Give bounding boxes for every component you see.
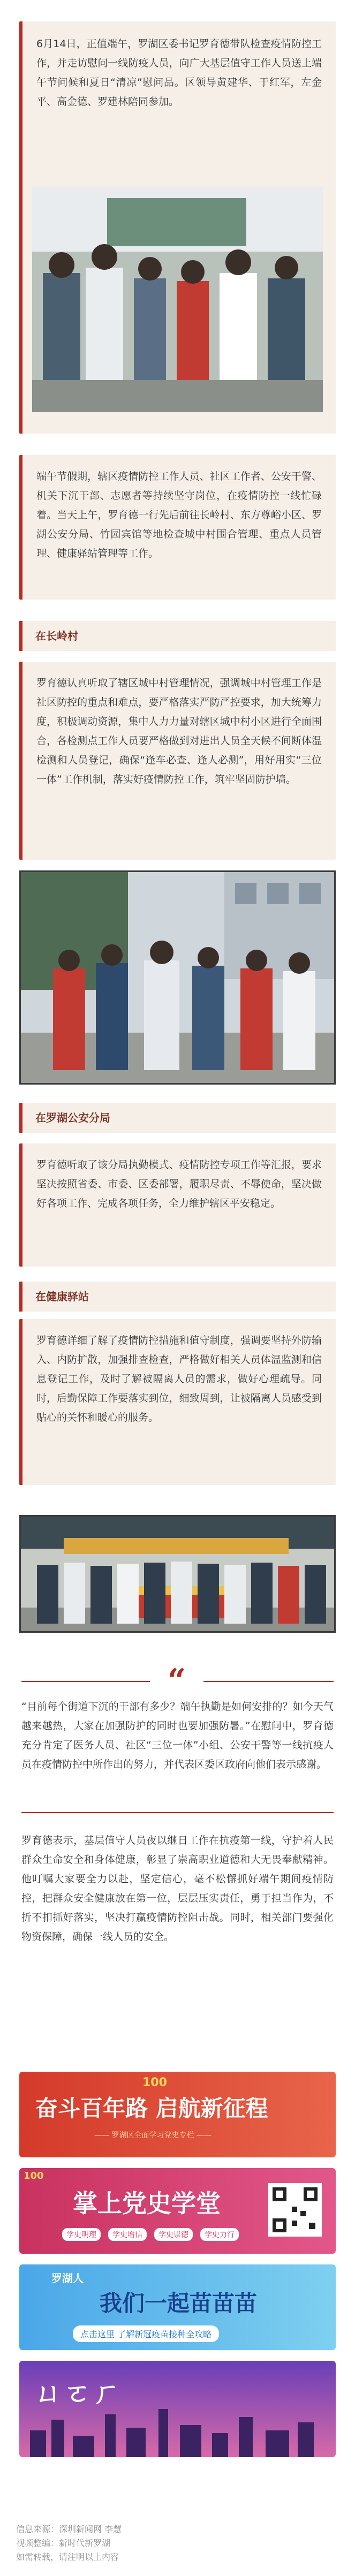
banner-1-subtitle: —— 罗湖区全面学习党史专栏 —— <box>94 2131 212 2140</box>
banner-vaccine[interactable] <box>19 2264 336 2350</box>
section-card-changling <box>19 662 336 860</box>
photo-inspection-group <box>32 187 323 412</box>
section-text-changling: 罗育德认真听取了辖区城中村管理情况，强调城中村管理工作是社区防控的重点和难点，要严格落实严防严控要求，加大统筹力度，积极调动资源，集中人力力量对辖区城中村小区进行全面围合，各检测点工作人员要严格做到对进出人员全天候不间断体温检测和人员登记，确保“逢车必查、逢人必测”，用好用实“三位一体”工作机制，落实好疫情防控工作，筑牢坚固防护墙。 <box>36 677 322 785</box>
banner-1-title: 奋斗百年路 启航新征程 <box>35 2095 268 2122</box>
banner-party-history[interactable] <box>19 2072 336 2157</box>
section-title-police: 在罗湖公安分局 <box>19 1103 336 1133</box>
intro-text: 6月14日，正值端午，罗湖区委书记罗育德带队检查疫情防控工作，并走访慰问一线防疫人员，向广大基层值守工作人员送上端午节问候和夏日“清凉”慰问品。区领导黄建华、于红军，左金平、高金德、罗建林陪同参加。 <box>36 38 322 108</box>
quote-text: “目前每个街道下沉的干部有多少？端午执勤是如何安排的？如今天气越来越热，大家在加强防护的同时也要加强防暑。”在慰问中，罗育德充分肯定了医务人员、社区“三位一体”小组、公安干警等一线抗疫人员在疫情防控中所作出的努力，并代表区委区政府向他们表示感谢。 <box>21 1701 334 1770</box>
banner-3-title: 我们一起苗苗苗 <box>100 2290 258 2316</box>
skyline-graphic <box>19 2409 336 2457</box>
quote-mark-icon: “ <box>167 1662 186 1700</box>
banner-3-cta: 点击这里 了解新冠疫苗接种全攻略 <box>73 2325 219 2342</box>
quote-divider-left <box>21 1681 150 1682</box>
banner-2-title: 掌上党史学堂 <box>73 2189 221 2218</box>
banner-2-badge: 100 <box>24 2170 44 2181</box>
closing-paragraph: 罗育德表示，基层值守人员夜以继日工作在抗疫第一线，守护着人民群众生命安全和身体健康，彰显了崇高职业道德和大无畏奉献精神。他叮嘱大家要全力以赴，坚定信心，毫不松懈抓好端午期间疫情防控，把群众安全健康放在第一位，层层压实责任，勇于担当作为，不折不扣抓好落实，坚决打赢疫情防控阻击战。同时，相关部门要强化物资保障，确保一线人员的安全。 <box>21 1835 334 1943</box>
footer-source: 信息来源：深圳新闻网 李慧 <box>16 2524 122 2534</box>
footer-editor: 视频整编：新时代新罗湖 <box>16 2538 111 2548</box>
qr-code-icon <box>268 2183 322 2237</box>
banner-1-badge: 100 <box>142 2076 167 2089</box>
section-text-police: 罗育德听取了该分局执勤模式、疫情防控专项工作等汇报，要求坚决按照省委、市委、区委部署，履职尽责、不辱使命，坚决做好各项工作、完成各项任务，全力维护辖区平安稳定。 <box>36 1159 322 1209</box>
photo-station-group <box>19 1515 336 1633</box>
banner-history-class[interactable] <box>19 2168 336 2254</box>
section-text-station: 罗育德详细了解了疫情防控措施和值守制度，强调要坚持外防输入、内防扩散，加强排查检查，严格做好相关人员体温监测和信息登记工作，及时了解被隔离人员的需求，做好心理疏导。同时，后勤保障工作要落实到位，细致周到，让被隔离人员感受到贴心的关怀和暖心的服务。 <box>36 1335 322 1423</box>
paragraph-2-text: 端午节假期，辖区疫情防控工作人员、社区工作者、公安干警、机关下沉干部、志愿者等持续坚守岗位，在疫情防控一线忙碌着。当天上午，罗育德一行先后前往长岭村、东方尊峪小区、罗湖公安分局、竹园宾馆等地检查城中村围合管理、重点人员管理、健康驿站管理等工作。 <box>36 471 322 559</box>
section-card-police <box>19 1143 336 1267</box>
chip: 学史明理 <box>62 2228 101 2241</box>
quote-divider-bottom <box>21 1812 334 1813</box>
section-card-station <box>19 1319 336 1485</box>
banner-city-skyline[interactable] <box>19 2361 336 2457</box>
chip: 学史力行 <box>200 2228 239 2241</box>
banner-4-title: ㄩㄛㄏ <box>35 2377 122 2408</box>
chip: 学史增信 <box>108 2228 147 2241</box>
paragraph-card-2 <box>19 455 336 600</box>
banner-2-chips <box>62 2228 239 2241</box>
banner-3-tag: 罗湖人 <box>51 2272 84 2285</box>
quote-divider-right <box>203 1681 334 1682</box>
section-title-station: 在健康驿站 <box>19 1282 336 1312</box>
photo-village-checkpoint <box>19 870 336 1085</box>
section-title-changling: 在长岭村 <box>19 621 336 651</box>
footer-credits <box>16 2522 122 2564</box>
chip: 学史崇德 <box>154 2228 193 2241</box>
footer-reprint: 如需转载，请注明以上内容 <box>16 2552 119 2562</box>
